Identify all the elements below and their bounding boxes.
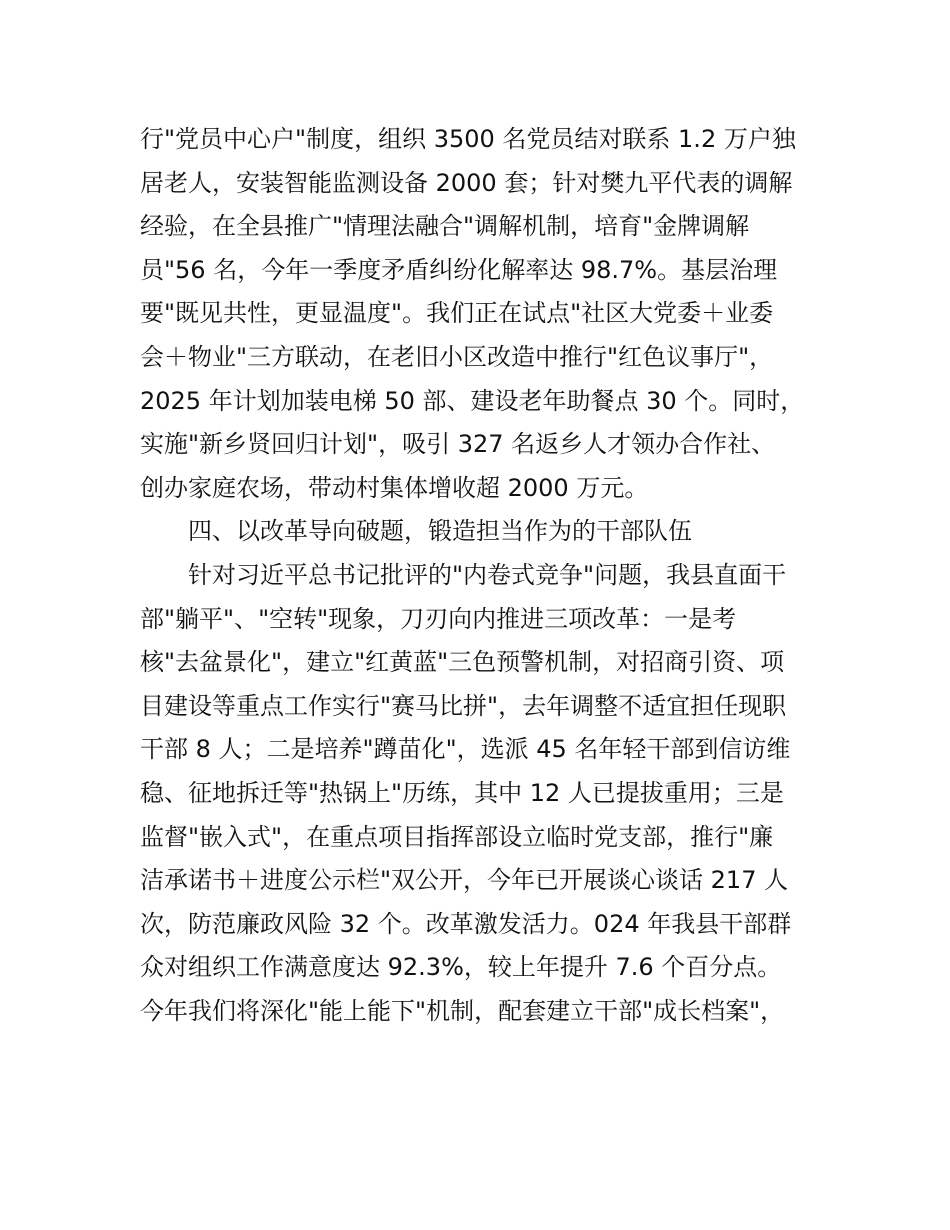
text-line: 创办家庭农场，带动村集体增收超 2000 万元。 <box>140 473 649 502</box>
text-line: 稳、征地拆迁等"热锅上"历练，其中 12 人已提拔重用；三是 <box>140 778 784 807</box>
section-heading: 四、以改革导向破题，锻造担当作为的干部队伍 <box>188 517 692 546</box>
text-line: 部"躺平"、"空转"现象，刀刃向内推进三项改革：一是考 <box>140 604 737 633</box>
text-line: 员"56 名，今年一季度矛盾纠纷化解率达 98.7%。基层治理 <box>140 255 778 284</box>
text-line: 今年我们将深化"能上能下"机制，配套建立干部"成长档案"， <box>140 996 785 1025</box>
body-text <box>140 118 840 1033</box>
text-line: 实施"新乡贤回归计划"，吸引 327 名返乡人才领办合作社、 <box>140 430 776 459</box>
text-line: 核"去盆景化"，建立"红黄蓝"三色预警机制，对招商引资、项 <box>140 648 785 677</box>
text-line: 次，防范廉政风险 32 个。改革激发活力。024 年我县干部群 <box>140 909 792 938</box>
text-line: 2025 年计划加装电梯 50 部、建设老年助餐点 30 个。同时， <box>140 386 805 415</box>
text-line: 会＋物业"三方联动，在老旧小区改造中推行"红色议事厅"， <box>140 342 774 371</box>
text-line: 行"党员中心户"制度，组织 3500 名党员结对联系 1.2 万户独 <box>140 125 796 153</box>
text-line: 众对组织工作满意度达 92.3%，较上年提升 7.6 个百分点。 <box>140 953 782 982</box>
paragraph-start-line: 针对习近平总书记批评的"内卷式竞争"问题，我县直面干 <box>188 560 787 589</box>
text-line: 目建设等重点工作实行"赛马比拼"，去年调整不适宜担任现职 <box>140 691 787 720</box>
text-line: 居老人，安装智能监测设备 2000 套；针对樊九平代表的调解 <box>140 168 793 197</box>
text-line: 要"既见共性，更显温度"。我们正在试点"社区大党委＋业委 <box>140 299 774 328</box>
text-line: 洁承诺书＋进度公示栏"双公开，今年已开展谈心谈话 217 人 <box>140 866 789 895</box>
text-line: 干部 8 人；二是培养"蹲苗化"，选派 45 名年轻干部到信访维 <box>140 735 791 764</box>
text-line: 监督"嵌入式"，在重点项目指挥部设立临时党支部，推行"廉 <box>140 822 774 851</box>
text-line: 经验，在全县推广"情理法融合"调解机制，培育"金牌调解 <box>140 212 750 241</box>
